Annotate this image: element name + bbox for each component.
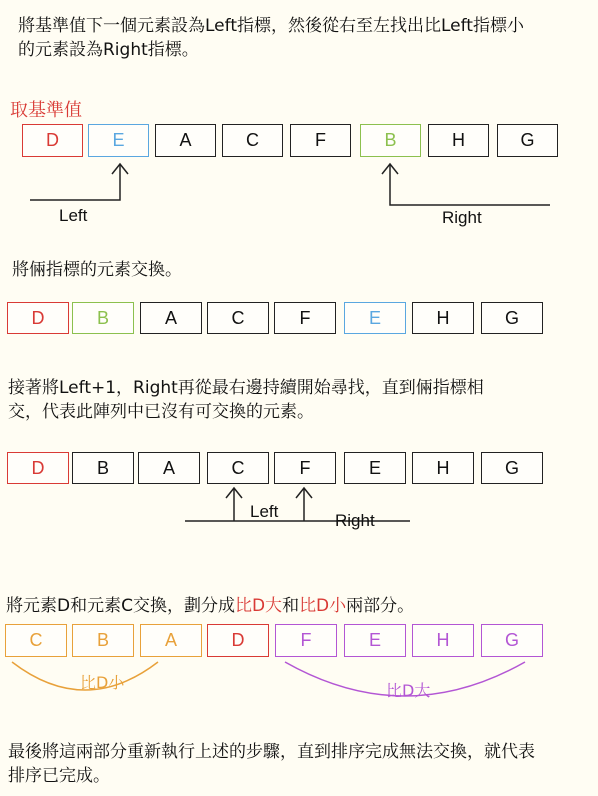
step4-smaller-label: 比D小: [299, 596, 347, 616]
step3-text: 接著將Left+1，Right再從最右邊持續開始尋找，直到倆指標相 交，代表此陣列中已沒有可交換的元素。: [8, 378, 484, 422]
array-cell-h: H: [412, 624, 474, 657]
step4-text-a: 將元素D和元素C交換，劃分成: [6, 596, 235, 616]
array-cell-a: A: [140, 302, 202, 334]
array-cell-h: H: [412, 302, 474, 334]
array-cell-f: F: [290, 124, 351, 157]
step2-text: 將倆指標的元素交換。: [12, 260, 182, 280]
array-cell-h: H: [412, 452, 474, 484]
array-cell-c: C: [207, 302, 269, 334]
step4-larger-label: 比D大: [234, 596, 283, 616]
array-cell-c: C: [222, 124, 283, 157]
left-pointer-label: Left: [59, 206, 88, 225]
array-cell-b: B: [72, 624, 134, 657]
array-cell-h: H: [428, 124, 489, 157]
array-cell-f: F: [274, 302, 336, 334]
smaller-group-label: 比D小: [80, 673, 125, 692]
array-cell-a: A: [140, 624, 202, 657]
array-cell-a: A: [138, 452, 200, 484]
array-cell-c: C: [207, 452, 269, 484]
array-cell-b: B: [72, 302, 134, 334]
array-cell-e: E: [344, 302, 406, 334]
right-pointer-label-row3: Right: [335, 511, 375, 530]
step1-text: 將基準值下一個元素設為Left指標，然後從右至左找出比Left指標小 的元素設為Right指標。: [18, 16, 524, 60]
array-cell-d: D: [7, 302, 69, 334]
array-cell-e: E: [88, 124, 149, 157]
larger-group-label: 比D大: [386, 681, 431, 700]
array-cell-d: D: [7, 452, 69, 484]
array-cell-e: E: [344, 452, 406, 484]
pivot-label: 取基準值: [10, 100, 82, 121]
array-cell-b: B: [72, 452, 134, 484]
step5-text: 最後將這兩部分重新執行上述的步驟，直到排序完成無法交換，就代表 排序已完成。: [8, 742, 535, 786]
array-cell-f: F: [274, 452, 336, 484]
array-cell-d: D: [207, 624, 269, 657]
array-cell-g: G: [497, 124, 558, 157]
step4-text-e: 兩部分。: [346, 596, 415, 616]
array-cell-g: G: [481, 452, 543, 484]
array-cell-e: E: [344, 624, 406, 657]
right-pointer-label: Right: [442, 208, 482, 227]
array-cell-g: G: [481, 302, 543, 334]
array-cell-d: D: [22, 124, 83, 157]
step4-text-c: 和: [282, 596, 300, 616]
array-cell-a: A: [155, 124, 216, 157]
left-pointer-label-row3: Left: [250, 502, 279, 521]
array-cell-c: C: [5, 624, 67, 657]
array-cell-f: F: [275, 624, 337, 657]
array-cell-b: B: [360, 124, 421, 157]
array-cell-g: G: [481, 624, 543, 657]
